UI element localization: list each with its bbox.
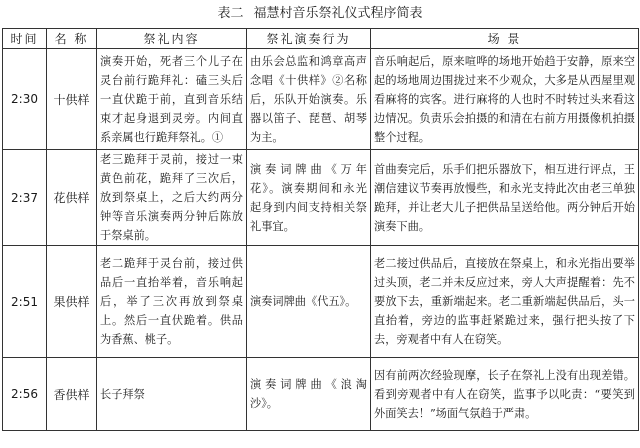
row-scene-cell (371, 49, 639, 150)
row-time: 2:30 (3, 49, 47, 150)
header-time: 时间 (3, 29, 47, 49)
table-row (3, 150, 639, 246)
row-performance: 由乐会总监和鸿章高声念唱《十供样》②名称后，乐队开始演奏。乐器以笛子、琵琶、胡琴为主。 (250, 54, 367, 144)
header-row (3, 29, 639, 49)
row-scene-cell (371, 246, 639, 358)
table-number: 表二 (217, 6, 244, 21)
header-content: 祭礼内容 (97, 29, 247, 49)
row-name: 果供样 (47, 246, 97, 358)
header-performance: 祭礼演奏行为 (247, 29, 371, 49)
header-name: 名 称 (47, 29, 97, 49)
row-time: 2:37 (3, 150, 47, 246)
row-content-cell (97, 358, 247, 431)
row-scene: 因有前两次经验现摩，长子在祭礼上没有出现差错。看到旁观者中有人在窃笑，监事予以叱责：“要笑到外面笑去！”场面气氛趋于严肃。 (374, 368, 635, 420)
row-scene-cell (371, 150, 639, 246)
table-title: 福慧村音乐祭礼仪式程序简表 (253, 6, 423, 21)
row-scene-cell (371, 358, 639, 431)
row-performance-cell (247, 150, 371, 246)
row-content: 长子拜祭 (100, 387, 145, 401)
table-row (3, 358, 639, 431)
row-performance: 演奏词牌曲《万年花》。演奏期间和永光起身到内间支持相关祭礼事宜。 (250, 162, 367, 233)
row-scene: 音乐响起后，原来喧哗的场地开始趋于安静，原来空起的场地周边围拢过来不少观众，大多是从西屋里观看麻将的宾客。进行麻将的人也时不时转过头来看这边情况。负责乐会拍摄的和清在右前方用摄像机拍摄整个过程。 (374, 54, 635, 144)
row-content: 老三跪拜于灵前，接过一束黄色前花，跪拜了三次后，放到祭桌上，之后大约两分钟等音乐演奏两分钟后陈放于祭桌前。 (100, 153, 243, 242)
table-row (3, 246, 639, 358)
row-scene: 首曲奏完后，乐手们把乐器放下，相互进行评点，王潮信建议节奏再放慢些，和永光支持此次由老三单独跪拜，并让老大儿子把供品呈送给他。两分钟后开始演奏下曲。 (374, 162, 635, 233)
row-time: 2:56 (3, 358, 47, 431)
row-time: 2:51 (3, 246, 47, 358)
row-performance-cell (247, 49, 371, 150)
row-name: 香供样 (47, 358, 97, 431)
table-row (3, 49, 639, 150)
row-content-cell (97, 246, 247, 358)
row-content: 老二跪拜于灵台前，接过供品后一直抬举着，音乐响起后，举了三次再放到祭桌上。然后一直伏跪着。供品为香蕉、桃子。 (100, 257, 243, 346)
row-content-cell (97, 49, 247, 150)
ritual-program-table (2, 28, 639, 431)
header-scene: 场 景 (371, 29, 639, 49)
row-performance: 演奏词牌曲《浪淘沙》。 (250, 378, 367, 410)
row-content: 演奏开始，死者三个儿子在灵台前行跪拜礼：磕三头后一直伏跪于前，直到音乐结束才起身退到灵旁。内间直系亲属也行跪拜祭礼。① (100, 54, 243, 144)
row-performance: 演奏词牌曲《代五》。 (250, 295, 357, 308)
row-name: 花供样 (47, 150, 97, 246)
row-performance-cell (247, 358, 371, 431)
row-name: 十供样 (47, 49, 97, 150)
row-scene: 老二接过供品后，直接放在祭桌上，和永光指出要举过头顶，老二并未反应过来，旁人大声提醒着：先不要放下去，重新端起来。老二重新端起供品后，头一直抬着，旁边的监事赶紧跪过来，强行把头按了下去，旁观者中有人在窃笑。 (374, 257, 635, 346)
table-caption (0, 2, 640, 26)
row-performance-cell (247, 246, 371, 358)
row-content-cell (97, 150, 247, 246)
